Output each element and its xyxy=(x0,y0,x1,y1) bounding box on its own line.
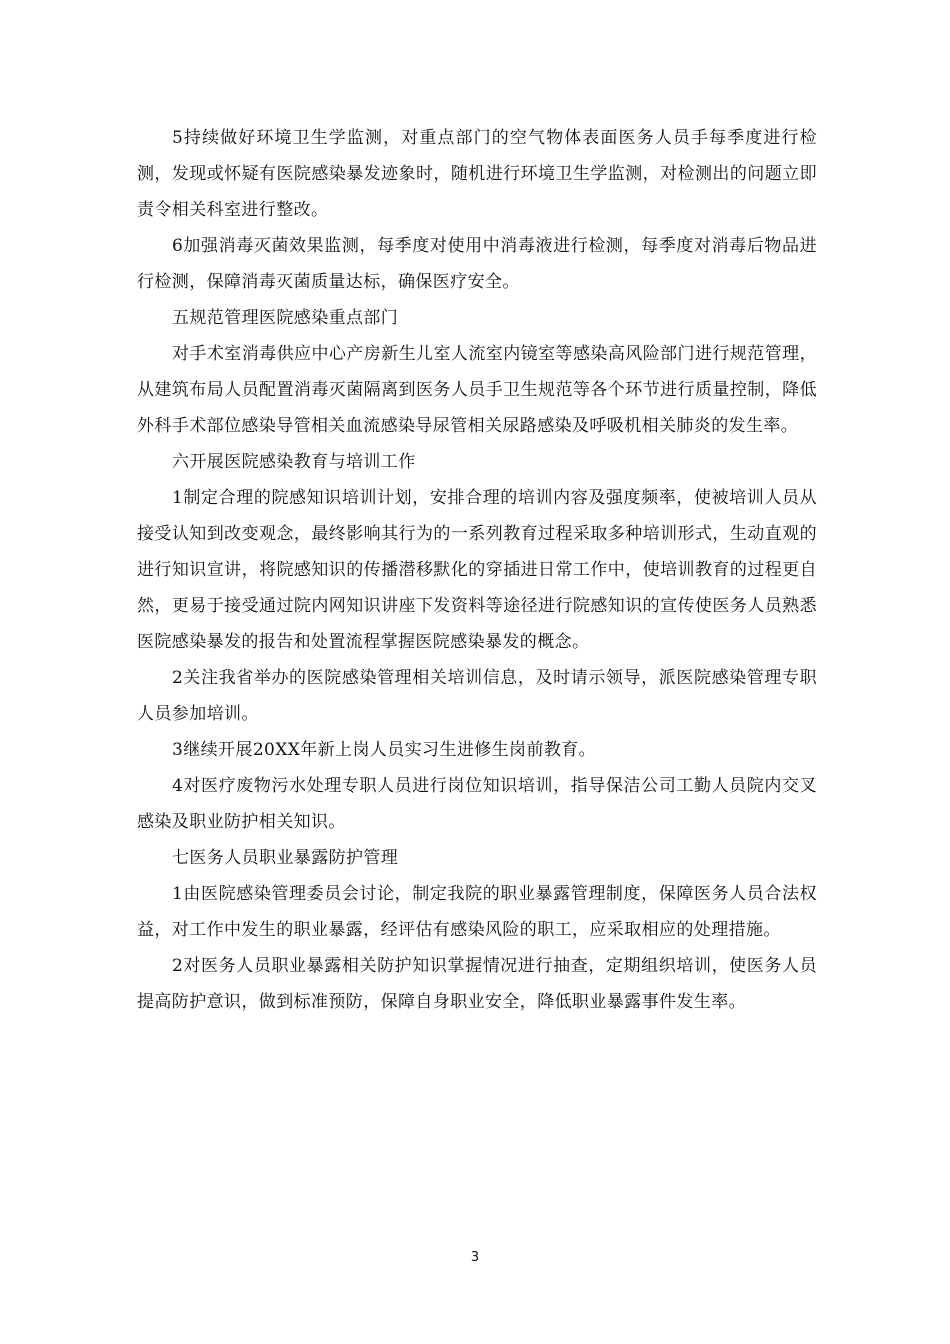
paragraph-disinfection-monitoring: 6加强消毒灭菌效果监测，每季度对使用中消毒液进行检测，每季度对消毒后物品进行检测，保障消毒灭菌质量达标，确保医疗安全。 xyxy=(137,236,817,292)
section-heading-occupational-exposure: 七医务人员职业暴露防护管理 xyxy=(172,848,399,868)
paragraph-waste-staff-training: 4对医疗废物污水处理专职人员进行岗位知识培训，指导保洁公司工勤人员院内交叉感染及职业防护相关知识。 xyxy=(137,776,817,832)
paragraph-provincial-training: 2关注我省举办的医院感染管理相关培训信息，及时请示领导，派医院感染管理专职人员参加培训。 xyxy=(137,668,817,724)
section-heading-key-departments: 五规范管理医院感染重点部门 xyxy=(172,308,399,328)
paragraph-exposure-policy: 1由医院感染管理委员会讨论，制定我院的职业暴露管理制度，保障医务人员合法权益，对工作中发生的职业暴露，经评估有感染风险的职工，应采取相应的处理措施。 xyxy=(137,884,817,940)
document-body xyxy=(137,120,817,1020)
section-heading-education-training: 六开展医院感染教育与培训工作 xyxy=(172,452,416,472)
paragraph-env-monitoring: 5持续做好环境卫生学监测，对重点部门的空气物体表面医务人员手每季度进行检测，发现或怀疑有医院感染暴发迹象时，随机进行环境卫生学监测，对检测出的问题立即责令相关科室进行整改。 xyxy=(137,128,817,220)
paragraph-exposure-inspection: 2对医务人员职业暴露相关防护知识掌握情况进行抽查，定期组织培训，使医务人员提高防护意识，做到标准预防，保障自身职业安全，降低职业暴露事件发生率。 xyxy=(137,956,817,1012)
paragraph-training-plan: 1制定合理的院感知识培训计划，安排合理的培训内容及强度频率，使被培训人员从接受认知到改变观念，最终影响其行为的一系列教育过程采取多种培训形式，生动直观的进行知识宣讲，将院感知识的传播潜移默化的穿插进日常工作中，使培训教育的过程更自然，更易于接受通过院内网知识讲座下发资料等途径进行院感知识的宣传使医务人员熟悉医院感染暴发的报告和处置流程掌握医院感染暴发的概念。 xyxy=(137,488,817,652)
paragraph-pre-job-education: 3继续开展20XX年新上岗人员实习生进修生岗前教育。 xyxy=(172,740,597,760)
paragraph-key-departments: 对手术室消毒供应中心产房新生儿室人流室内镜室等感染高风险部门进行规范管理，从建筑布局人员配置消毒灭菌隔离到医务人员手卫生规范等各个环节进行质量控制，降低外科手术部位感染导管相关血流感染导尿管相关尿路感染及呼吸机相关肺炎的发生率。 xyxy=(137,344,817,436)
page-number: 3 xyxy=(470,1250,480,1265)
